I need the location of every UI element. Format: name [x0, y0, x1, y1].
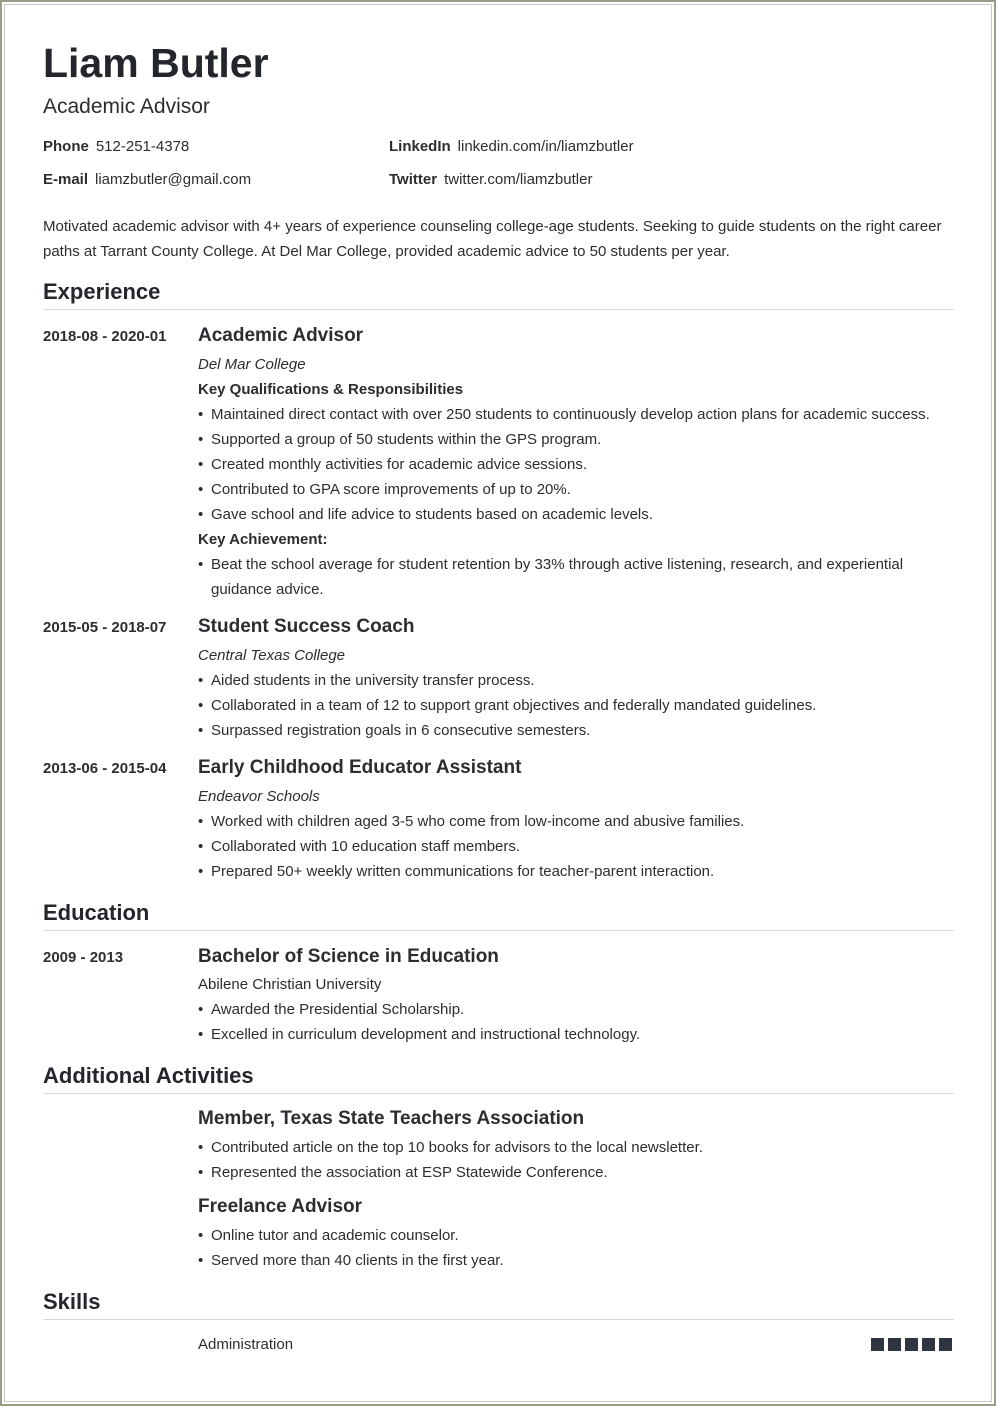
list-item: • Supported a group of 50 students within the GPS program.: [198, 427, 954, 452]
list-item: • Aided students in the university transfer process.: [198, 668, 954, 693]
entry-dates: 2013-06 - 2015-04: [43, 760, 167, 777]
skill-row: [198, 1334, 954, 1354]
contact-linkedin: [389, 138, 634, 156]
activity-list: [198, 1135, 954, 1185]
entry-body: [198, 946, 954, 1047]
list-item: • Worked with children aged 3-5 who come from low-income and abusive families.: [198, 809, 954, 834]
skill-level-square: [922, 1338, 935, 1351]
employer-name: Del Mar College: [198, 356, 306, 373]
candidate-name: Liam Butler: [43, 40, 269, 86]
employer-name: Endeavor Schools: [198, 788, 320, 805]
school-name: Abilene Christian University: [198, 976, 382, 993]
phone-value: 512-251-4378: [95, 138, 190, 155]
employer-name: Central Texas College: [198, 647, 346, 664]
email-label: E-mail: [43, 171, 89, 188]
skill-level-square: [888, 1338, 901, 1351]
list-item: • Prepared 50+ weekly written communications for teacher-parent interaction.: [198, 859, 954, 884]
experience-entry: [43, 616, 954, 743]
education-list: [198, 997, 954, 1047]
list-item: • Awarded the Presidential Scholarship.: [198, 997, 954, 1022]
education-heading: Education: [43, 900, 954, 931]
contact-info: [43, 138, 954, 204]
list-item: • Collaborated in a team of 12 to support grant objectives and federally mandated guidelines.: [198, 693, 954, 718]
linkedin-value[interactable]: linkedin.com/in/liamzbutler: [457, 138, 634, 155]
resume-page: [43, 40, 954, 1354]
list-item: • Served more than 40 clients in the first year.: [198, 1248, 954, 1273]
list-item: • Maintained direct contact with over 250 students to continuously develop action plans for academic success.: [198, 402, 954, 427]
summary-text: Motivated academic advisor with 4+ years of experience counseling college-age students. Seeking to guide students on the right career paths at Tarrant County College. At Del Mar College, provided academic advice to 50 students per year.: [43, 218, 942, 260]
degree-title: Bachelor of Science in Education: [198, 946, 499, 967]
activities-heading: Additional Activities: [43, 1063, 954, 1094]
phone-label: Phone: [43, 138, 89, 155]
skill-level-square: [905, 1338, 918, 1351]
activity-entry: [198, 1108, 954, 1185]
skill-level-rating: [871, 1338, 952, 1351]
job-title: Early Childhood Educator Assistant: [198, 757, 522, 778]
experience-entry: [43, 325, 954, 602]
list-item: • Created monthly activities for academic advice sessions.: [198, 452, 954, 477]
entry-dates: 2009 - 2013: [43, 949, 124, 966]
linkedin-label: LinkedIn: [389, 138, 451, 155]
candidate-role: Academic Advisor: [43, 95, 210, 118]
job-title: Academic Advisor: [198, 325, 364, 346]
entry-body: [198, 325, 954, 602]
activity-title: Freelance Advisor: [198, 1196, 363, 1217]
skills-heading: Skills: [43, 1289, 954, 1320]
entry-body: [198, 616, 954, 743]
responsibilities-list: [198, 809, 954, 884]
contact-phone: [43, 138, 189, 156]
list-item: • Excelled in curriculum development and instructional technology.: [198, 1022, 954, 1047]
activity-list: [198, 1223, 954, 1273]
experience-entry: [43, 757, 954, 884]
list-item: • Surpassed registration goals in 6 consecutive semesters.: [198, 718, 954, 743]
activity-title: Member, Texas State Teachers Association: [198, 1108, 585, 1129]
entry-body: [198, 757, 954, 884]
list-item: • Contributed to GPA score improvements of up to 20%.: [198, 477, 954, 502]
list-item: • Beat the school average for student retention by 33% through active listening, research, and experiential guidance advice.: [198, 552, 954, 602]
experience-heading: Experience: [43, 279, 954, 310]
skill-level-square: [871, 1338, 884, 1351]
responsibilities-list: [198, 402, 954, 527]
job-title: Student Success Coach: [198, 616, 415, 637]
email-value[interactable]: liamzbutler@gmail.com: [95, 171, 252, 188]
activity-entry: [198, 1196, 954, 1273]
achievements-list: [198, 552, 954, 602]
skill-level-square: [939, 1338, 952, 1351]
contact-twitter: [389, 171, 592, 189]
twitter-label: Twitter: [389, 171, 438, 188]
skill-name: Administration: [198, 1335, 294, 1353]
education-entry: [43, 946, 954, 1047]
entry-dates: 2018-08 - 2020-01: [43, 328, 167, 345]
list-item: • Online tutor and academic counselor.: [198, 1223, 954, 1248]
list-item: • Collaborated with 10 education staff members.: [198, 834, 954, 859]
contact-email: [43, 171, 251, 189]
list-item: • Gave school and life advice to students based on academic levels.: [198, 502, 954, 527]
achievement-subheading: Key Achievement:: [198, 531, 328, 548]
list-item: • Represented the association at ESP Statewide Conference.: [198, 1160, 954, 1185]
twitter-value[interactable]: twitter.com/liamzbutler: [444, 171, 593, 188]
list-item: • Contributed article on the top 10 books for advisors to the local newsletter.: [198, 1135, 954, 1160]
responsibilities-list: [198, 668, 954, 743]
entry-dates: 2015-05 - 2018-07: [43, 619, 167, 636]
responsibilities-subheading: Key Qualifications & Responsibilities: [198, 381, 464, 398]
